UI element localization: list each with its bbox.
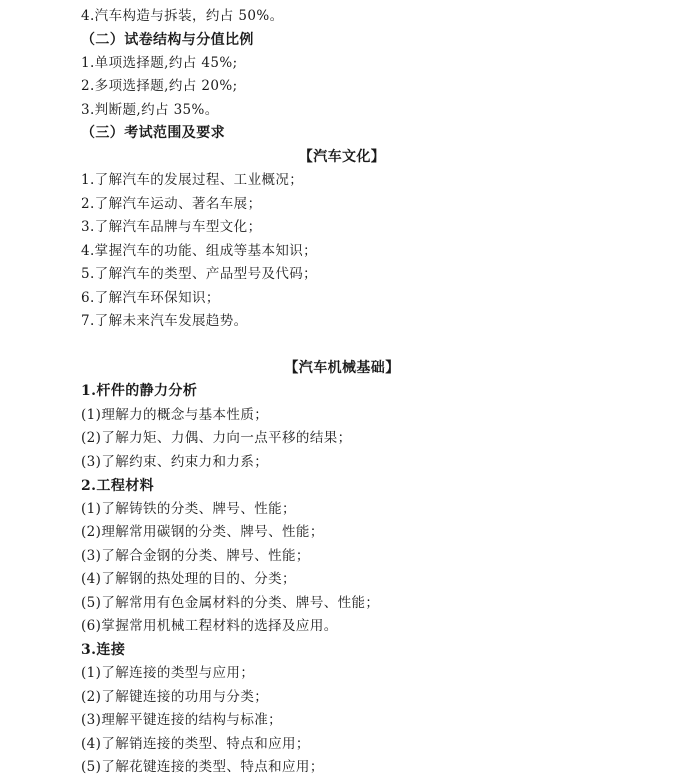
list-item: (1)理解力的概念与基本性质； [81,407,269,423]
topic-heading: 3.连接 [81,642,126,658]
list-item: 2.了解汽车运动、著名车展； [81,196,262,212]
section-heading: （二）试卷结构与分值比例 [81,32,254,48]
list-item: (2)了解力矩、力偶、力向一点平移的结果； [81,430,352,446]
list-item: 4.掌握汽车的功能、组成等基本知识； [81,243,318,259]
section-heading: （三）考试范围及要求 [81,125,225,141]
list-item: (1)了解连接的类型与应用； [81,665,255,681]
list-item: (2)了解键连接的功用与分类； [81,689,269,705]
topic-heading: 2.工程材料 [81,478,155,494]
list-item: 3.了解汽车品牌与车型文化； [81,219,262,235]
list-item: (3)理解平键连接的结构与标准； [81,712,283,728]
list-item: 3.判断题,约占 35%。 [81,102,219,118]
list-item: (4)了解销连接的类型、特点和应用； [81,736,310,752]
list-item: 1.单项选择题,约占 45%; [81,55,238,71]
topic-heading: 1.杆件的静力分析 [81,383,198,399]
list-item: (5)了解常用有色金属材料的分类、牌号、性能； [81,595,380,611]
list-item: (3)了解约束、约束力和力系； [81,454,269,470]
subject-title: 【汽车文化】 [298,149,386,165]
list-item: (1)了解铸铁的分类、牌号、性能； [81,501,296,517]
list-item: (5)了解花键连接的类型、特点和应用； [81,759,324,775]
list-item: (6)掌握常用机械工程材料的选择及应用。 [81,618,338,634]
list-item: 7.了解未来汽车发展趋势。 [81,313,248,329]
list-item: 4.汽车构造与拆装，约占 50%。 [81,8,284,24]
list-item: 1.了解汽车的发展过程、工业概况； [81,172,304,188]
list-item: (4)了解钢的热处理的目的、分类； [81,571,296,587]
list-item: (2)理解常用碳钢的分类、牌号、性能； [81,524,324,540]
list-item: 5.了解汽车的类型、产品型号及代码； [81,266,318,282]
list-item: 6.了解汽车环保知识； [81,290,220,306]
list-item: (3)了解合金钢的分类、牌号、性能； [81,548,310,564]
subject-title: 【汽车机械基础】 [284,360,400,376]
list-item: 2.多项选择题,约占 20%; [81,78,238,94]
